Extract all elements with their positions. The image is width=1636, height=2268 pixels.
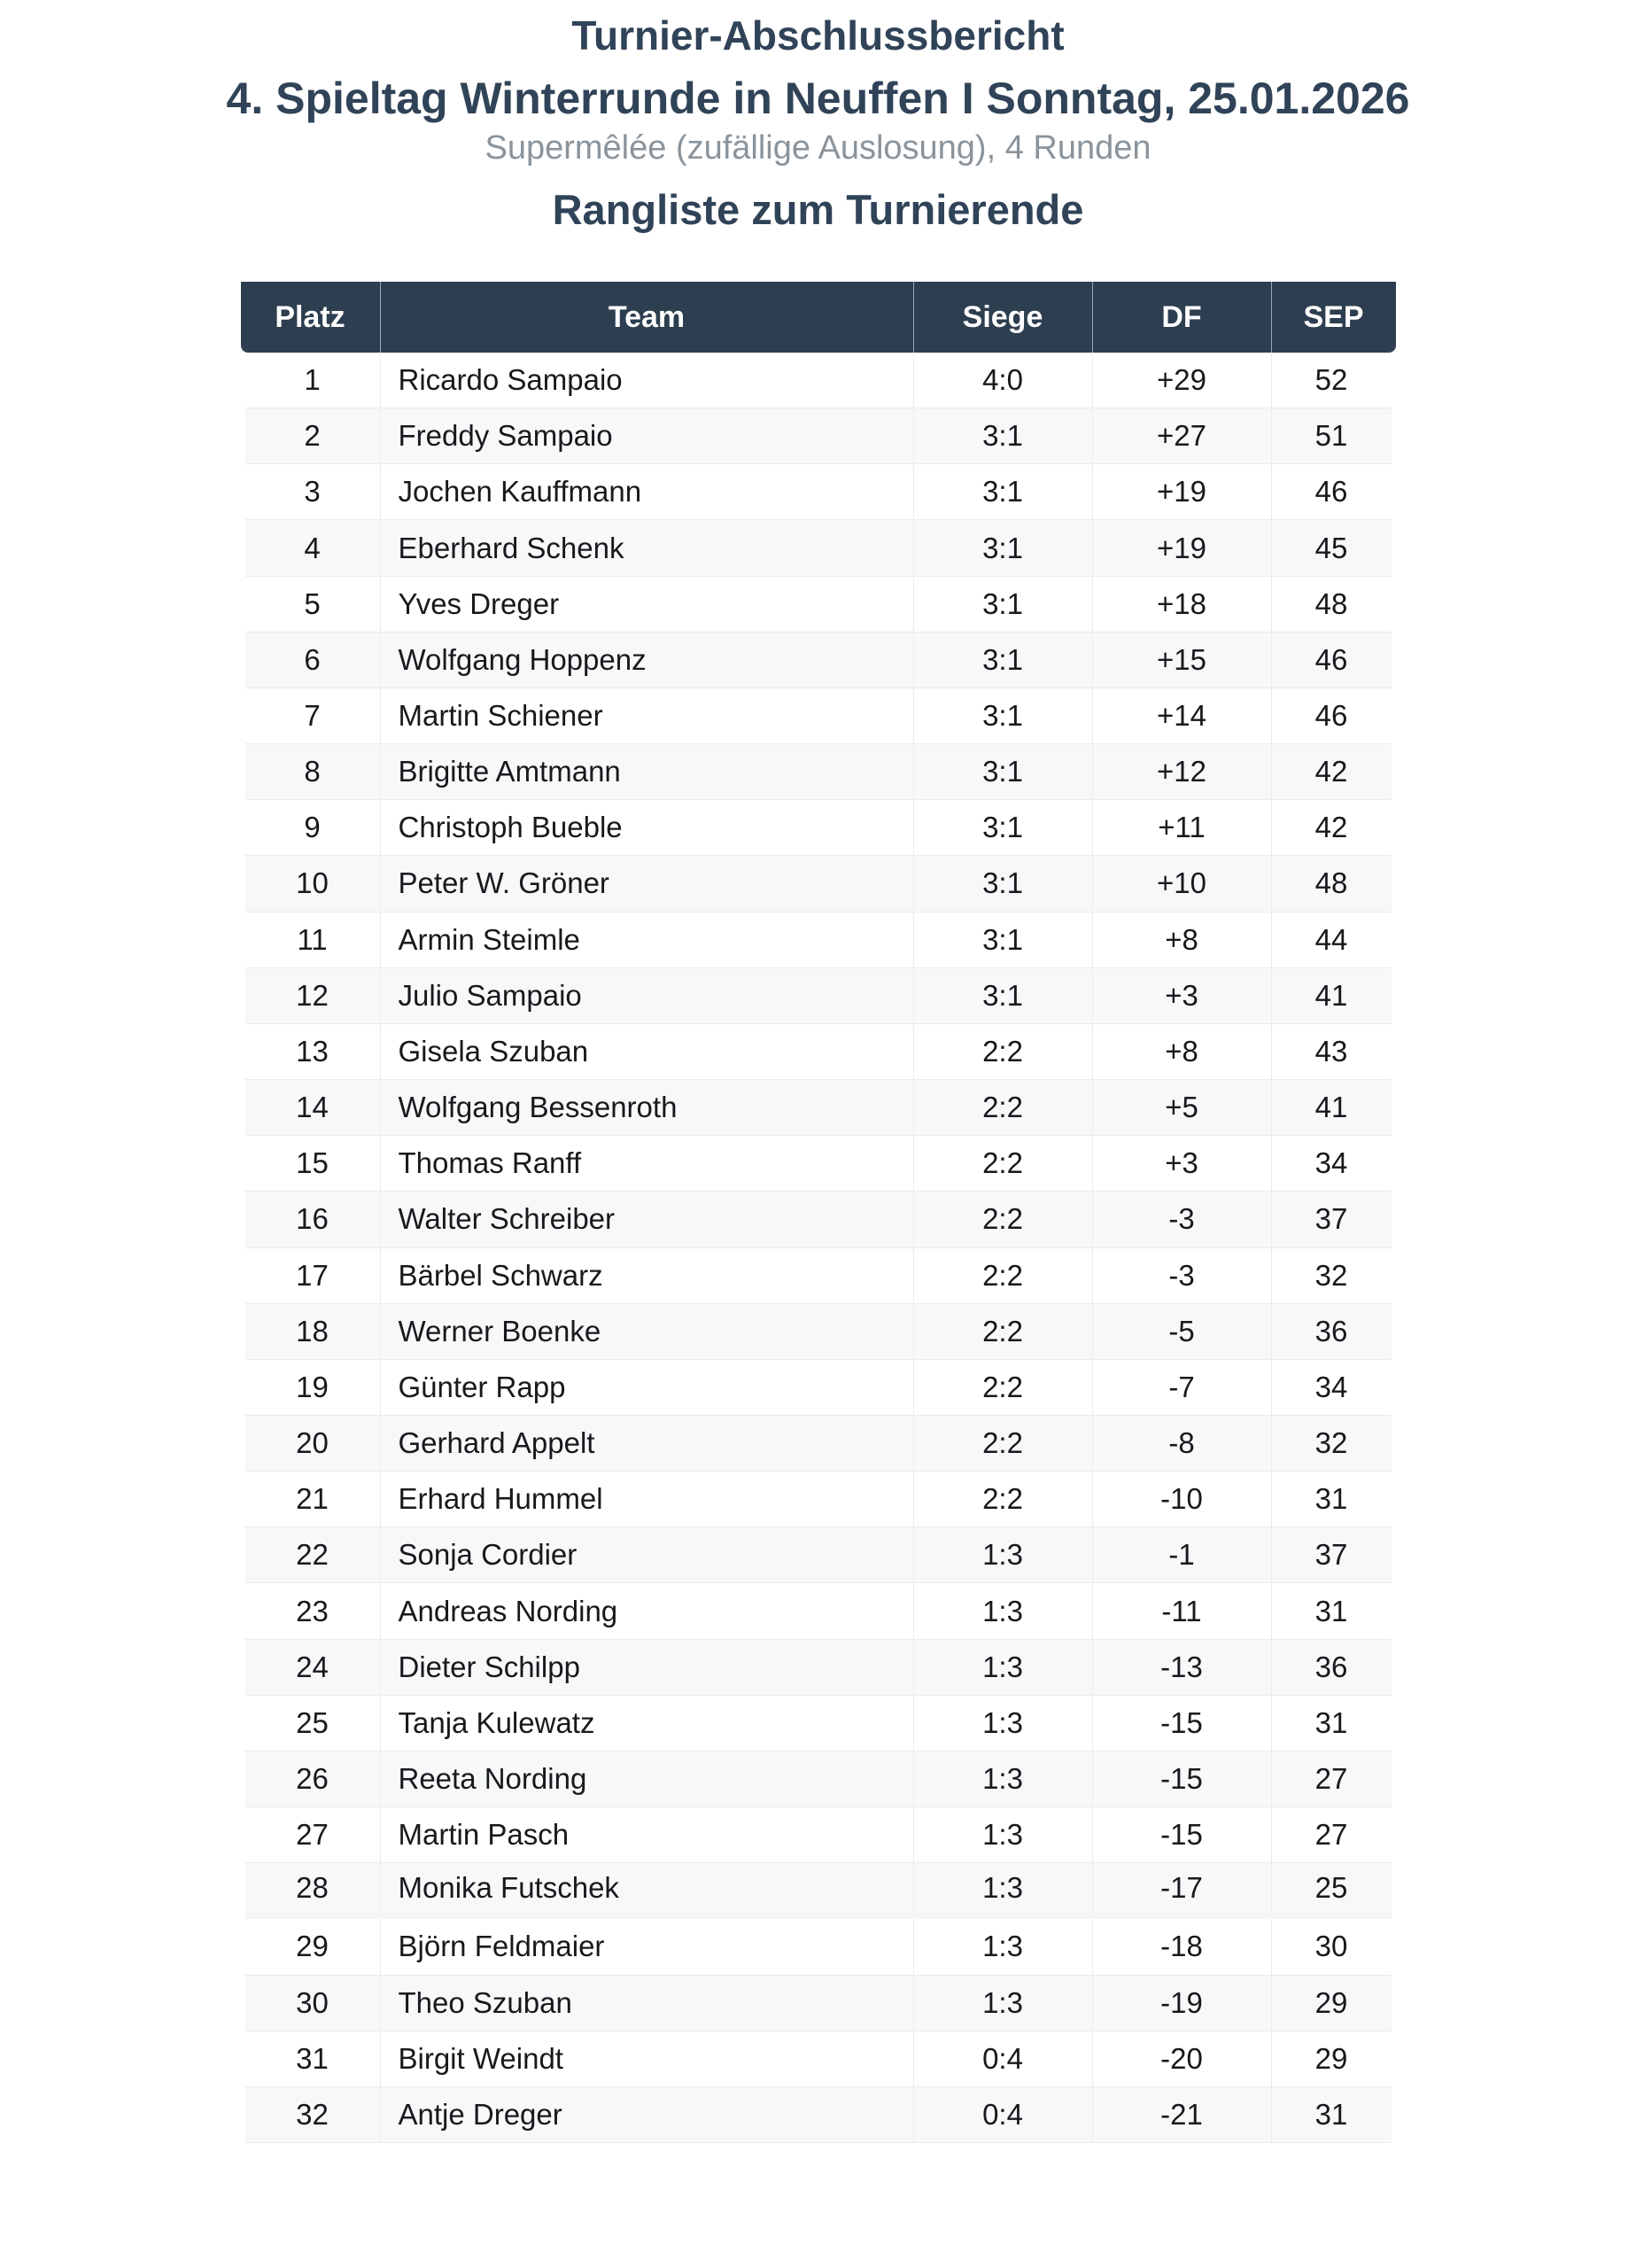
team-cell: Julio Sampaio <box>380 968 913 1023</box>
siege-cell: 2:2 <box>913 1192 1092 1247</box>
team-cell: Theo Szuban <box>380 1976 913 2031</box>
sep-cell: 34 <box>1271 1360 1392 1415</box>
team-cell: Yves Dreger <box>380 577 913 632</box>
df-cell: -7 <box>1092 1360 1271 1415</box>
sep-cell: 41 <box>1271 968 1392 1023</box>
table-row <box>245 633 1392 688</box>
platz-cell: 28 <box>296 1871 329 1905</box>
siege-cell: 2:2 <box>913 1472 1092 1526</box>
df-cell: -3 <box>1092 1192 1271 1247</box>
table-row <box>245 1583 1392 1639</box>
platz-cell: 24 <box>296 1650 329 1683</box>
df-cell: +14 <box>1092 688 1271 743</box>
table-row <box>245 1527 1392 1583</box>
sep-cell: 46 <box>1271 633 1392 687</box>
platz-cell: 3 <box>304 475 321 509</box>
df-cell: +8 <box>1092 913 1271 967</box>
table-row <box>245 856 1392 912</box>
sep-cell: 34 <box>1271 1136 1392 1191</box>
team-cell: Monika Futschek <box>380 1863 913 1913</box>
df-cell: +8 <box>1092 1024 1271 1079</box>
table-row <box>245 913 1392 968</box>
platz-cell: 4 <box>304 531 321 564</box>
team-cell: Gisela Szuban <box>380 1024 913 1079</box>
sep-cell: 27 <box>1271 1807 1392 1862</box>
table-row <box>245 1696 1392 1751</box>
df-cell: +3 <box>1092 968 1271 1023</box>
siege-cell: 3:1 <box>913 633 1092 687</box>
df-cell: -11 <box>1092 1583 1271 1638</box>
sep-cell: 31 <box>1271 1696 1392 1751</box>
siege-cell: 3:1 <box>913 464 1092 519</box>
siege-cell: 1:3 <box>913 1751 1092 1806</box>
siege-cell: 0:4 <box>913 2031 1092 2086</box>
df-cell: -15 <box>1092 1751 1271 1806</box>
platz-cell: 29 <box>296 1930 329 1963</box>
siege-cell: 2:2 <box>913 1416 1092 1471</box>
df-cell: +18 <box>1092 577 1271 632</box>
sep-cell: 44 <box>1271 913 1392 967</box>
sep-cell: 46 <box>1271 688 1392 743</box>
df-cell: +27 <box>1092 408 1271 463</box>
table-row <box>245 408 1392 464</box>
platz-cell: 12 <box>296 978 329 1012</box>
platz-cell: 20 <box>296 1426 329 1460</box>
siege-cell: 3:1 <box>913 577 1092 632</box>
table-row <box>245 800 1392 856</box>
team-cell: Dieter Schilpp <box>380 1640 913 1695</box>
platz-cell: 21 <box>296 1482 329 1516</box>
df-cell: -13 <box>1092 1640 1271 1695</box>
siege-cell: 2:2 <box>913 1080 1092 1135</box>
platz-cell: 1 <box>304 363 321 397</box>
team-cell: Martin Schiener <box>380 688 913 743</box>
team-cell: Christoph Bueble <box>380 800 913 855</box>
sep-cell: 32 <box>1271 1416 1392 1471</box>
df-cell: +29 <box>1092 353 1271 408</box>
sep-cell: 42 <box>1271 800 1392 855</box>
df-cell: +19 <box>1092 464 1271 519</box>
team-cell: Reeta Nording <box>380 1751 913 1806</box>
df-cell: +12 <box>1092 744 1271 799</box>
table-row <box>245 1024 1392 1080</box>
team-cell: Gerhard Appelt <box>380 1416 913 1471</box>
df-cell: -15 <box>1092 1696 1271 1751</box>
team-cell: Wolfgang Hoppenz <box>380 633 913 687</box>
table-row <box>245 353 1392 408</box>
siege-cell: 2:2 <box>913 1248 1092 1303</box>
df-cell: -3 <box>1092 1248 1271 1303</box>
table-row <box>245 1863 1392 1919</box>
team-cell: Jochen Kauffmann <box>380 464 913 519</box>
standings-table <box>245 282 1392 2143</box>
platz-cell: 15 <box>296 1146 329 1180</box>
team-cell: Werner Boenke <box>380 1304 913 1359</box>
column-header-platz: Platz <box>275 299 345 334</box>
sep-cell: 30 <box>1271 1919 1392 1974</box>
table-row <box>245 744 1392 800</box>
team-cell: Thomas Ranff <box>380 1136 913 1191</box>
table-header-row <box>241 282 1396 353</box>
report-title: Turnier-Abschlussbericht <box>571 12 1065 58</box>
team-cell: Walter Schreiber <box>380 1192 913 1247</box>
siege-cell: 3:1 <box>913 408 1092 463</box>
siege-cell: 3:1 <box>913 913 1092 967</box>
siege-cell: 1:3 <box>913 1807 1092 1862</box>
sep-cell: 31 <box>1271 2087 1392 2142</box>
platz-cell: 23 <box>296 1594 329 1627</box>
report-header <box>0 11 1636 236</box>
table-row <box>245 1304 1392 1360</box>
sep-cell: 37 <box>1271 1527 1392 1582</box>
platz-cell: 16 <box>296 1202 329 1236</box>
team-cell: Eberhard Schenk <box>380 520 913 575</box>
platz-cell: 14 <box>296 1091 329 1124</box>
platz-cell: 25 <box>296 1705 329 1739</box>
table-row <box>245 1807 1392 1863</box>
platz-cell: 13 <box>296 1034 329 1068</box>
team-cell: Andreas Nording <box>380 1583 913 1638</box>
team-cell: Tanja Kulewatz <box>380 1696 913 1751</box>
team-cell: Birgit Weindt <box>380 2031 913 2086</box>
sep-cell: 32 <box>1271 1248 1392 1303</box>
table-row <box>245 1751 1392 1807</box>
team-cell: Brigitte Amtmann <box>380 744 913 799</box>
team-cell: Peter W. Gröner <box>380 856 913 911</box>
column-header-df: DF <box>1092 282 1271 353</box>
df-cell: -15 <box>1092 1807 1271 1862</box>
team-cell: Günter Rapp <box>380 1360 913 1415</box>
df-cell: +19 <box>1092 520 1271 575</box>
team-cell: Ricardo Sampaio <box>380 353 913 408</box>
df-cell: -21 <box>1092 2087 1271 2142</box>
sep-cell: 29 <box>1271 2031 1392 2086</box>
sep-cell: 42 <box>1271 744 1392 799</box>
df-cell: -19 <box>1092 1976 1271 2031</box>
siege-cell: 3:1 <box>913 968 1092 1023</box>
sep-cell: 46 <box>1271 464 1392 519</box>
df-cell: +11 <box>1092 800 1271 855</box>
table-row <box>245 968 1392 1024</box>
platz-cell: 17 <box>296 1258 329 1292</box>
df-cell: +10 <box>1092 856 1271 911</box>
df-cell: +3 <box>1092 1136 1271 1191</box>
platz-cell: 30 <box>296 1985 329 2019</box>
sep-cell: 48 <box>1271 577 1392 632</box>
siege-cell: 2:2 <box>913 1360 1092 1415</box>
mode-subtitle: Supermêlée (zufällige Auslosung), 4 Runden <box>485 129 1151 167</box>
platz-cell: 19 <box>296 1370 329 1403</box>
table-row <box>245 1640 1392 1696</box>
event-title: 4. Spieltag Winterrunde in Neuffen I Sonntag, 25.01.2026 <box>226 74 1410 123</box>
platz-cell: 18 <box>296 1314 329 1348</box>
siege-cell: 2:2 <box>913 1024 1092 1079</box>
platz-cell: 7 <box>304 699 321 733</box>
df-cell: -1 <box>1092 1527 1271 1582</box>
sep-cell: 36 <box>1271 1304 1392 1359</box>
sep-cell: 25 <box>1271 1863 1392 1913</box>
df-cell: +5 <box>1092 1080 1271 1135</box>
table-row <box>245 577 1392 633</box>
team-cell: Wolfgang Bessenroth <box>380 1080 913 1135</box>
df-cell: -5 <box>1092 1304 1271 1359</box>
platz-cell: 11 <box>297 922 328 956</box>
siege-cell: 1:3 <box>913 1640 1092 1695</box>
team-cell: Erhard Hummel <box>380 1472 913 1526</box>
siege-cell: 1:3 <box>913 1696 1092 1751</box>
table-row <box>245 464 1392 520</box>
table-row <box>245 1919 1392 1975</box>
platz-cell: 5 <box>304 586 321 620</box>
platz-cell: 8 <box>304 755 321 788</box>
table-row <box>245 2087 1392 2143</box>
siege-cell: 1:3 <box>913 1919 1092 1974</box>
table-row <box>245 1136 1392 1192</box>
column-header-sep: SEP <box>1271 282 1396 353</box>
siege-cell: 2:2 <box>913 1136 1092 1191</box>
df-cell: -18 <box>1092 1919 1271 1974</box>
table-body <box>245 353 1392 2143</box>
column-header-siege: Siege <box>913 282 1092 353</box>
df-cell: -10 <box>1092 1472 1271 1526</box>
table-row <box>245 1472 1392 1527</box>
sep-cell: 48 <box>1271 856 1392 911</box>
df-cell: +15 <box>1092 633 1271 687</box>
team-cell: Sonja Cordier <box>380 1527 913 1582</box>
platz-cell: 10 <box>296 866 329 900</box>
platz-cell: 9 <box>304 811 321 844</box>
siege-cell: 3:1 <box>913 744 1092 799</box>
sep-cell: 52 <box>1271 353 1392 408</box>
siege-cell: 3:1 <box>913 688 1092 743</box>
sep-cell: 41 <box>1271 1080 1392 1135</box>
team-cell: Martin Pasch <box>380 1807 913 1862</box>
team-cell: Bärbel Schwarz <box>380 1248 913 1303</box>
siege-cell: 2:2 <box>913 1304 1092 1359</box>
df-cell: -17 <box>1092 1863 1271 1913</box>
table-row <box>245 1976 1392 2031</box>
platz-cell: 31 <box>296 2041 329 2075</box>
df-cell: -8 <box>1092 1416 1271 1471</box>
df-cell: -20 <box>1092 2031 1271 2086</box>
table-row <box>245 1360 1392 1416</box>
team-cell: Freddy Sampaio <box>380 408 913 463</box>
section-title: Rangliste zum Turnierende <box>552 186 1084 233</box>
platz-cell: 32 <box>296 2097 329 2131</box>
siege-cell: 4:0 <box>913 353 1092 408</box>
team-cell: Armin Steimle <box>380 913 913 967</box>
siege-cell: 3:1 <box>913 856 1092 911</box>
sep-cell: 31 <box>1271 1583 1392 1638</box>
platz-cell: 26 <box>296 1761 329 1795</box>
table-row <box>245 2031 1392 2087</box>
platz-cell: 2 <box>304 419 321 453</box>
sep-cell: 45 <box>1271 520 1392 575</box>
team-cell: Björn Feldmaier <box>380 1919 913 1974</box>
siege-cell: 3:1 <box>913 800 1092 855</box>
sep-cell: 31 <box>1271 1472 1392 1526</box>
team-cell: Antje Dreger <box>380 2087 913 2142</box>
sep-cell: 51 <box>1271 408 1392 463</box>
siege-cell: 1:3 <box>913 1527 1092 1582</box>
table-row <box>245 1416 1392 1472</box>
siege-cell: 3:1 <box>913 520 1092 575</box>
sep-cell: 36 <box>1271 1640 1392 1695</box>
siege-cell: 1:3 <box>913 1863 1092 1913</box>
sep-cell: 43 <box>1271 1024 1392 1079</box>
siege-cell: 1:3 <box>913 1976 1092 2031</box>
table-row <box>245 1248 1392 1304</box>
table-row <box>245 688 1392 744</box>
table-row <box>245 1080 1392 1136</box>
sep-cell: 27 <box>1271 1751 1392 1806</box>
platz-cell: 6 <box>304 642 321 676</box>
siege-cell: 1:3 <box>913 1583 1092 1638</box>
sep-cell: 37 <box>1271 1192 1392 1247</box>
column-header-team: Team <box>380 282 913 353</box>
siege-cell: 0:4 <box>913 2087 1092 2142</box>
table-row <box>245 520 1392 576</box>
platz-cell: 27 <box>296 1818 329 1852</box>
platz-cell: 22 <box>296 1538 329 1572</box>
table-row <box>245 1192 1392 1247</box>
sep-cell: 29 <box>1271 1976 1392 2031</box>
